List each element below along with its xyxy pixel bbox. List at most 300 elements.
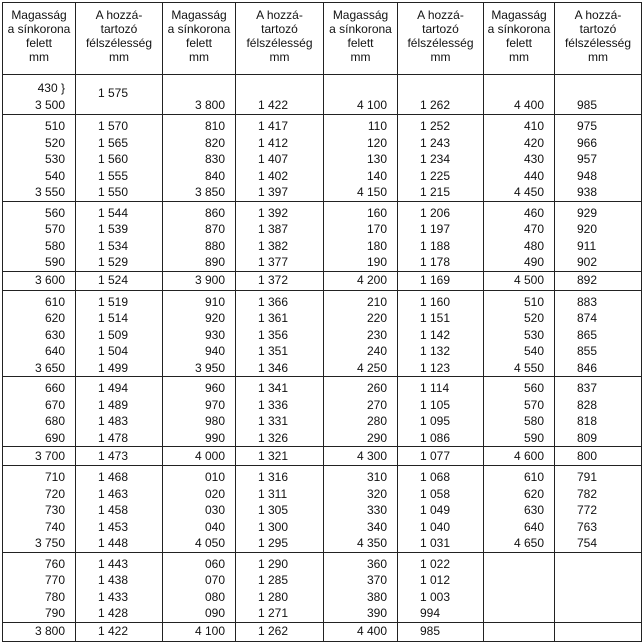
height-value: 4 100	[356, 97, 387, 112]
height-value: 3 950	[194, 360, 225, 375]
height-cell	[3, 622, 76, 641]
width-value: 920	[577, 222, 598, 236]
width-value: 1 412	[258, 135, 289, 150]
table-row-start	[3, 75, 642, 115]
height-value: 3 900	[194, 273, 225, 288]
height-value: 660	[44, 381, 65, 395]
header-text: felett	[185, 36, 212, 50]
width-value: 1 077	[420, 448, 451, 463]
width-cell	[555, 201, 642, 271]
height-cell	[484, 271, 555, 290]
width-value: 1 290	[258, 556, 289, 571]
width-value: 1 392	[258, 205, 289, 220]
height-value: 4 650	[513, 536, 544, 550]
header-text: A hozzá-	[417, 8, 464, 22]
width-value: 1 142	[420, 327, 451, 342]
header-text: félszélesség	[246, 36, 313, 50]
height-cell	[163, 552, 236, 622]
height-value: 580	[523, 414, 544, 428]
height-value: 4 050	[194, 536, 225, 550]
table-header	[3, 3, 642, 75]
width-value: 1 422	[258, 97, 289, 112]
width-value: 911	[577, 238, 597, 253]
width-value: 1 478	[98, 430, 129, 445]
height-cell	[163, 75, 236, 115]
width-value: 1 285	[258, 573, 289, 587]
width-cell	[236, 75, 324, 115]
width-cell	[555, 447, 642, 466]
width-cell	[236, 466, 324, 553]
header-height-1	[3, 3, 76, 75]
width-cell	[236, 290, 324, 377]
width-value: 1 351	[258, 344, 289, 358]
height-cell	[163, 115, 236, 202]
header-text: mm	[588, 50, 608, 64]
width-value: 1 372	[258, 273, 289, 288]
width-value: 1 509	[98, 327, 129, 342]
width-value: 1 407	[258, 152, 289, 166]
height-value: 3 750	[34, 536, 65, 550]
height-value: 890	[204, 255, 225, 269]
height-cell	[484, 447, 555, 466]
height-value: 240	[366, 344, 387, 358]
height-cell	[324, 115, 398, 202]
height-value: 760	[44, 556, 65, 571]
height-value: 690	[44, 430, 65, 445]
milestone-row	[3, 271, 642, 290]
height-cell	[324, 552, 398, 622]
width-value: 1 458	[98, 503, 129, 517]
height-value: 120	[366, 135, 387, 150]
header-text: Magasság	[332, 8, 389, 22]
header-width-4	[555, 3, 642, 75]
height-cell	[324, 201, 398, 271]
width-value: 1 311	[258, 486, 288, 501]
table-row-group	[3, 377, 642, 447]
width-value: 800	[577, 448, 598, 463]
width-value: 1 300	[258, 519, 289, 534]
width-value: 1 504	[98, 344, 129, 358]
height-cell	[3, 447, 76, 466]
height-cell	[484, 466, 555, 553]
height-value: 540	[44, 168, 65, 183]
header-text: Magasság	[11, 8, 67, 22]
width-cell	[555, 466, 642, 553]
width-value: 1 197	[420, 222, 451, 236]
table-row-group	[3, 201, 642, 271]
width-value: 1 031	[420, 536, 451, 550]
height-value: 510	[44, 119, 65, 133]
width-value: 818	[577, 414, 598, 428]
width-value: 1 422	[98, 624, 129, 639]
width-value: 1 215	[420, 185, 451, 199]
height-cell	[3, 271, 76, 290]
height-value: 170	[366, 222, 387, 236]
width-cell	[76, 115, 163, 202]
width-value: 865	[577, 327, 598, 342]
width-value: 1 160	[420, 294, 451, 309]
height-value: 3 850	[194, 185, 225, 199]
width-value: 1 271	[258, 606, 289, 620]
header-text: A hozzá-	[256, 8, 303, 22]
height-value: 840	[204, 168, 225, 183]
width-value: 1 473	[98, 448, 129, 463]
width-value: 957	[577, 152, 598, 166]
width-value: 1 049	[420, 503, 451, 517]
width-cell	[76, 75, 163, 115]
height-value: 580	[44, 238, 65, 253]
table-row-group	[3, 552, 642, 622]
height-value: 260	[366, 381, 387, 395]
width-cell	[555, 622, 642, 641]
width-cell	[555, 115, 642, 202]
width-value: 855	[577, 344, 598, 358]
width-value: 1 468	[98, 470, 129, 484]
height-value: 640	[44, 344, 65, 358]
height-value: 970	[204, 397, 225, 412]
width-cell	[76, 201, 163, 271]
height-value: 810	[204, 119, 225, 133]
width-value: 1 252	[420, 119, 451, 133]
header-text: a sínkorona	[487, 22, 551, 36]
header-height-4	[484, 3, 555, 75]
width-value: 1 280	[258, 589, 289, 604]
height-value: 920	[204, 311, 225, 325]
table-body	[3, 75, 642, 642]
height-value: 3 550	[34, 185, 65, 199]
width-value: 1 114	[420, 381, 450, 395]
header-text: félszélesség	[564, 36, 632, 50]
width-value: 1 402	[258, 168, 289, 183]
height-value: 720	[44, 486, 65, 501]
width-value: 1 169	[420, 273, 451, 288]
height-value: 3 600	[34, 273, 65, 288]
height-cell	[484, 201, 555, 271]
width-value: 754	[577, 536, 598, 550]
width-value: 1 095	[420, 414, 451, 428]
width-value: 1 483	[98, 414, 129, 428]
header-text: Magasság	[171, 8, 227, 22]
width-value: 902	[577, 255, 598, 269]
width-value: 1 514	[98, 311, 129, 325]
width-value: 828	[577, 397, 598, 412]
height-value: 040	[204, 519, 225, 534]
height-value: 320	[366, 486, 387, 501]
height-value: 520	[523, 311, 544, 325]
height-value: 710	[44, 470, 65, 484]
height-value: 070	[204, 573, 225, 587]
height-value: 4 400	[513, 97, 544, 112]
width-value: 1 188	[420, 238, 451, 253]
width-value: 1 560	[98, 152, 129, 166]
height-value: 4 550	[513, 360, 544, 375]
header-text: A hozzá-	[95, 8, 143, 22]
width-value: 1 105	[420, 397, 451, 412]
height-value: 680	[44, 414, 65, 428]
width-value: 1 123	[420, 360, 451, 375]
header-text: mm	[189, 50, 209, 64]
height-value: 330	[366, 503, 387, 517]
height-value: 490	[523, 255, 544, 269]
width-value: 966	[577, 135, 598, 150]
height-cell	[324, 290, 398, 377]
width-cell	[76, 447, 163, 466]
width-cell	[555, 377, 642, 447]
width-value: 1 494	[98, 381, 129, 395]
width-value: 929	[577, 205, 598, 220]
width-value: 1 346	[258, 360, 289, 375]
height-value: 4 600	[513, 448, 544, 463]
width-value: 1 295	[258, 536, 289, 550]
table-row-group	[3, 466, 642, 553]
height-value: 3 500	[34, 97, 65, 112]
width-value: 1 178	[420, 255, 451, 269]
height-value: 310	[366, 470, 387, 484]
height-value: 360	[366, 556, 387, 571]
height-value: 530	[44, 152, 65, 166]
height-cell	[324, 271, 398, 290]
height-cell	[324, 377, 398, 447]
header-text: a sínkorona	[167, 22, 231, 36]
width-value: 1 151	[420, 311, 451, 325]
header-text: tartozó	[579, 22, 617, 36]
height-cell	[163, 466, 236, 553]
width-value: 1 022	[420, 556, 451, 571]
height-value: 3 800	[194, 97, 225, 112]
width-value: 1 443	[98, 556, 129, 571]
height-value: 4 250	[356, 360, 387, 375]
width-cell	[236, 115, 324, 202]
width-value: 1 012	[420, 573, 451, 587]
width-cell	[76, 290, 163, 377]
width-value: 1 453	[98, 519, 129, 534]
width-value: 763	[577, 519, 598, 534]
width-value: 1 316	[258, 470, 289, 484]
width-value: 1 519	[98, 294, 129, 309]
width-cell	[555, 552, 642, 622]
height-value: 370	[366, 573, 387, 587]
height-value: 060	[204, 556, 225, 571]
height-value: 730	[44, 503, 65, 517]
width-cell	[236, 552, 324, 622]
height-cell	[324, 622, 398, 641]
width-value: 1 382	[258, 238, 289, 253]
width-value: 985	[577, 97, 598, 112]
header-text: tartozó	[422, 22, 459, 36]
width-value: 874	[577, 311, 598, 325]
width-value: 1 003	[420, 589, 451, 604]
header-text: A hozzá-	[574, 8, 622, 22]
header-text: a sínkorona	[329, 22, 392, 36]
width-value: 782	[577, 486, 598, 501]
width-cell	[555, 271, 642, 290]
height-cell	[163, 271, 236, 290]
width-cell	[398, 622, 484, 641]
height-value: 110	[367, 119, 387, 133]
width-value: 1 243	[420, 135, 451, 150]
width-cell	[236, 622, 324, 641]
height-value: 570	[523, 397, 544, 412]
header-text: mm	[350, 50, 371, 64]
width-cell	[76, 271, 163, 290]
width-value: 1 529	[98, 255, 129, 269]
height-value: 430 }	[37, 81, 65, 95]
header-text: mm	[269, 50, 290, 64]
height-value: 630	[523, 503, 544, 517]
height-cell	[163, 377, 236, 447]
width-value: 1 524	[98, 273, 129, 288]
height-value: 560	[523, 381, 544, 395]
height-value: 230	[366, 327, 387, 342]
height-cell	[3, 115, 76, 202]
height-value: 4 000	[194, 448, 225, 463]
width-cell	[398, 271, 484, 290]
width-value: 1 206	[420, 205, 451, 220]
header-width-1	[76, 3, 163, 75]
width-value: 1 262	[258, 624, 289, 639]
height-cell	[324, 447, 398, 466]
header-text: felett	[505, 36, 532, 50]
width-value: 1 341	[258, 381, 289, 395]
width-value: 948	[577, 168, 598, 183]
header-text: felett	[347, 36, 374, 50]
width-cell	[398, 115, 484, 202]
width-value: 837	[577, 381, 598, 395]
width-cell	[398, 290, 484, 377]
height-cell	[3, 201, 76, 271]
height-value: 380	[366, 589, 387, 604]
height-cell	[3, 75, 76, 115]
height-value: 4 500	[513, 273, 544, 288]
width-value: 1 336	[258, 397, 289, 412]
width-cell	[76, 552, 163, 622]
clearance-table-page	[2, 2, 632, 639]
milestone-row	[3, 447, 642, 466]
height-value: 190	[366, 255, 387, 269]
width-value: 1 356	[258, 327, 289, 342]
height-value: 870	[204, 222, 225, 236]
height-value: 860	[204, 205, 225, 220]
height-value: 4 450	[513, 185, 544, 199]
height-value: 4 400	[356, 624, 387, 639]
header-text: félszélesség	[407, 36, 474, 50]
height-value: 140	[366, 168, 387, 183]
clearance-table	[2, 2, 642, 642]
header-text: mm	[509, 50, 529, 64]
height-cell	[484, 622, 555, 641]
width-cell	[555, 75, 642, 115]
height-cell	[163, 447, 236, 466]
height-cell	[3, 290, 76, 377]
height-value: 930	[204, 327, 225, 342]
width-value: 985	[420, 624, 441, 639]
table-row-group	[3, 115, 642, 202]
height-value: 160	[366, 205, 387, 220]
width-value: 1 448	[98, 536, 129, 550]
height-value: 540	[523, 344, 544, 358]
height-cell	[324, 466, 398, 553]
width-cell	[398, 377, 484, 447]
width-value: 1 489	[98, 397, 129, 412]
height-value: 610	[523, 470, 544, 484]
height-value: 090	[204, 606, 225, 620]
width-value: 1 387	[258, 222, 289, 236]
height-value: 590	[44, 255, 65, 269]
width-value: 809	[577, 430, 598, 445]
height-value: 620	[523, 486, 544, 501]
width-value: 1 433	[98, 589, 129, 604]
header-text: mm	[109, 50, 129, 64]
height-value: 020	[204, 486, 225, 501]
header-height-2	[163, 3, 236, 75]
width-value: 846	[577, 360, 598, 375]
height-value: 770	[44, 573, 65, 587]
height-value: 510	[523, 294, 544, 309]
height-cell	[484, 75, 555, 115]
height-value: 880	[204, 238, 225, 253]
width-value: 791	[577, 470, 598, 484]
width-value: 1 326	[258, 430, 289, 445]
width-cell	[76, 377, 163, 447]
height-value: 630	[44, 327, 65, 342]
width-value: 1 438	[98, 573, 129, 587]
height-value: 620	[44, 311, 65, 325]
width-value: 1 132	[420, 344, 451, 358]
header-text: tartozó	[261, 22, 298, 36]
width-value: 1 417	[258, 119, 289, 133]
width-value: 1 366	[258, 294, 289, 309]
height-value: 130	[366, 152, 387, 166]
width-value: 1 555	[98, 168, 129, 183]
width-value: 1 499	[98, 360, 129, 375]
height-value: 830	[204, 152, 225, 166]
header-text: felett	[25, 36, 52, 50]
table-row-group	[3, 290, 642, 377]
height-value: 4 150	[356, 185, 387, 199]
height-cell	[484, 290, 555, 377]
height-value: 3 700	[34, 448, 65, 463]
width-value: 1 068	[420, 470, 451, 484]
width-value: 938	[577, 185, 598, 199]
height-cell	[484, 115, 555, 202]
width-value: 1 534	[98, 238, 129, 253]
height-value: 4 350	[356, 536, 387, 550]
width-value: 1 377	[258, 255, 289, 269]
width-cell	[398, 201, 484, 271]
height-value: 270	[366, 397, 387, 412]
height-value: 4 100	[194, 624, 225, 639]
height-value: 570	[44, 222, 65, 236]
width-value: 1 262	[420, 97, 451, 112]
height-value: 790	[44, 606, 65, 620]
width-value: 1 550	[98, 185, 129, 199]
header-text: mm	[29, 50, 49, 64]
height-value: 210	[366, 294, 387, 309]
height-cell	[324, 75, 398, 115]
header-text: a sínkorona	[7, 22, 71, 36]
height-value: 3 800	[34, 624, 65, 639]
height-value: 340	[366, 519, 387, 534]
width-value: 975	[577, 119, 598, 133]
width-cell	[236, 377, 324, 447]
width-cell	[398, 466, 484, 553]
height-value: 410	[523, 119, 544, 133]
height-cell	[3, 377, 76, 447]
height-value: 030	[204, 503, 225, 517]
height-cell	[484, 377, 555, 447]
width-value: 1 305	[258, 503, 289, 517]
width-value: 1 565	[98, 135, 129, 150]
